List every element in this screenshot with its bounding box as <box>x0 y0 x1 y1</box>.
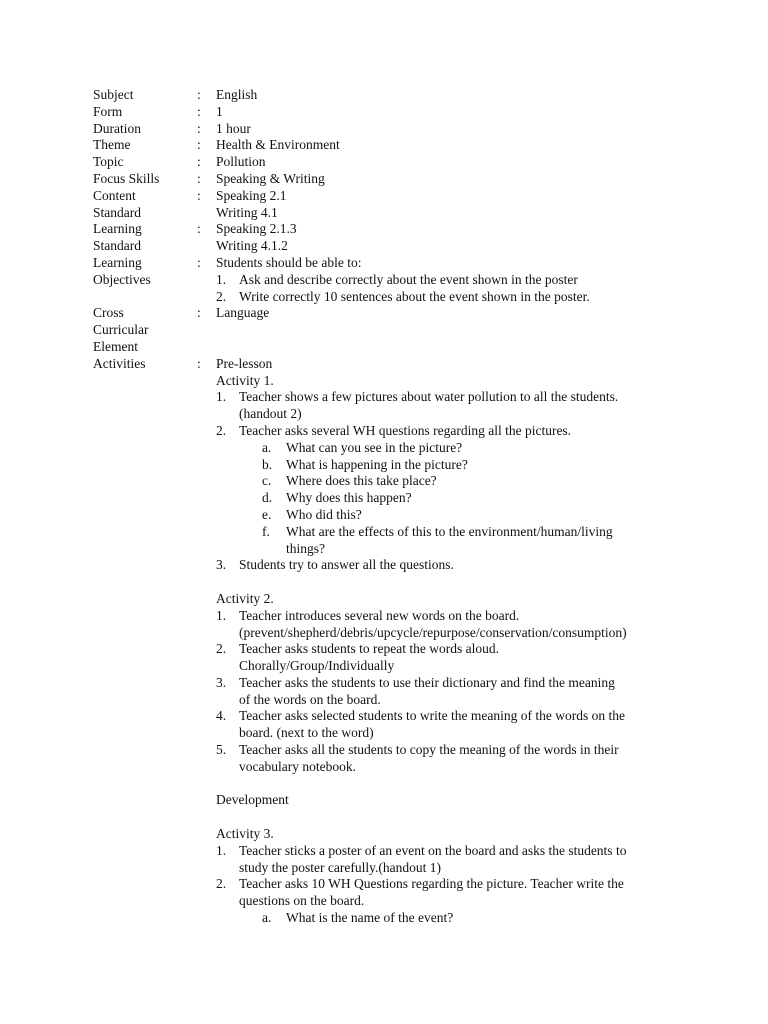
field-colon: : <box>197 305 201 321</box>
field-label: Content <box>93 187 136 203</box>
question-text: Why does this happen? <box>286 490 412 506</box>
question-text: Who did this? <box>286 506 362 522</box>
activity-1-title: Activity 1. <box>216 372 274 388</box>
list-text: Write correctly 10 sentences about the event shown in the poster. <box>239 288 590 304</box>
field-colon: : <box>197 170 201 186</box>
list-item-cont <box>0 893 768 910</box>
field-value: Speaking & Writing <box>216 170 325 186</box>
question-item <box>0 524 768 541</box>
row-learning <box>0 221 768 238</box>
list-number: 4. <box>216 708 227 724</box>
question-text: things? <box>286 540 325 556</box>
list-text: questions on the board. <box>239 893 365 909</box>
field-label: Topic <box>93 154 124 170</box>
field-colon: : <box>197 137 201 153</box>
row-learning-objectives <box>0 255 768 272</box>
activity-title <box>0 826 768 843</box>
development-heading: Development <box>216 792 289 808</box>
list-item-cont <box>0 692 768 709</box>
field-label: Standard <box>93 204 141 220</box>
list-item-cont <box>0 658 768 675</box>
question-item <box>0 457 768 474</box>
field-value: Students should be able to: <box>216 254 362 270</box>
activity-title <box>0 591 768 608</box>
field-value: English <box>216 87 258 102</box>
list-text: Students try to answer all the questions. <box>239 557 454 573</box>
objective-item <box>0 272 768 289</box>
question-text: What is happening in the picture? <box>286 456 468 472</box>
list-item-cont <box>0 759 768 776</box>
list-number: 2. <box>216 422 227 438</box>
field-label: Objectives <box>93 271 151 287</box>
field-value: Writing 4.1.2 <box>216 238 288 254</box>
list-text: Teacher asks several WH questions regarding all the pictures. <box>239 422 572 438</box>
list-item <box>0 843 768 860</box>
field-label: Learning <box>93 221 142 237</box>
row-theme <box>0 137 768 154</box>
list-text: vocabulary notebook. <box>239 758 356 774</box>
field-colon: : <box>197 103 201 119</box>
question-letter: a. <box>262 439 272 455</box>
list-number: 3. <box>216 557 227 573</box>
list-text: Teacher asks selected students to write the meaning of the words on the <box>239 708 625 724</box>
row-content <box>0 188 768 205</box>
field-value: Health & Environment <box>216 137 340 153</box>
list-number: 2. <box>216 288 227 304</box>
list-number: 1. <box>216 271 227 287</box>
row-cross-curricular <box>0 305 768 322</box>
list-number: 1. <box>216 607 227 623</box>
field-label: Focus Skills <box>93 170 160 186</box>
question-text: What can you see in the picture? <box>286 439 463 455</box>
field-label: Cross <box>93 305 124 321</box>
field-colon: : <box>197 87 201 102</box>
list-text: Teacher asks 10 WH Questions regarding the picture. Teacher write the <box>239 876 624 892</box>
field-label: Learning <box>93 254 142 270</box>
field-value: 1 <box>216 103 223 119</box>
objective-item <box>0 289 768 306</box>
field-value: Pollution <box>216 154 266 170</box>
list-text: Chorally/Group/Individually <box>239 658 395 674</box>
field-label: Duration <box>93 120 141 136</box>
list-number: 2. <box>216 876 227 892</box>
field-label: Standard <box>93 238 141 254</box>
blank-line <box>0 809 768 826</box>
section-heading <box>0 792 768 809</box>
list-text: of the words on the board. <box>239 691 381 707</box>
list-item-cont <box>0 406 768 423</box>
list-text: Teacher shows a few pictures about water pollution to all the students. <box>239 389 619 405</box>
field-value: Language <box>216 305 270 321</box>
list-text: Teacher asks all the students to copy the meaning of the words in their <box>239 742 619 758</box>
question-letter: c. <box>262 473 272 489</box>
row-focus-skills <box>0 171 768 188</box>
question-text: What are the effects of this to the environment/human/living <box>286 523 613 539</box>
activity-title <box>0 373 768 390</box>
field-label: Element <box>93 338 138 354</box>
list-item <box>0 675 768 692</box>
list-item <box>0 742 768 759</box>
list-number: 1. <box>216 389 227 405</box>
row-activities <box>0 356 768 373</box>
list-item <box>0 557 768 574</box>
list-number: 2. <box>216 641 227 657</box>
list-item-cont <box>0 625 768 642</box>
row-subject <box>0 87 768 104</box>
question-item <box>0 490 768 507</box>
question-item-cont <box>0 541 768 558</box>
question-text: Where does this take place? <box>286 473 437 489</box>
question-item <box>0 440 768 457</box>
list-number: 3. <box>216 674 227 690</box>
list-text: Teacher sticks a poster of an event on the board and asks the students to <box>239 842 627 858</box>
list-text: (handout 2) <box>239 406 302 422</box>
field-value: Writing 4.1 <box>216 204 278 220</box>
row-form <box>0 104 768 121</box>
field-label: Form <box>93 103 123 119</box>
list-item <box>0 608 768 625</box>
field-colon: : <box>197 355 201 371</box>
list-text: board. (next to the word) <box>239 725 374 741</box>
row-content-standard <box>0 205 768 222</box>
field-label: Curricular <box>93 322 149 338</box>
field-value: Speaking 2.1.3 <box>216 221 297 237</box>
field-colon: : <box>197 254 201 270</box>
activity-3-title: Activity 3. <box>216 826 274 842</box>
row-topic <box>0 154 768 171</box>
field-colon: : <box>197 221 201 237</box>
list-item-cont <box>0 860 768 877</box>
question-letter: f. <box>262 523 270 539</box>
question-letter: a. <box>262 910 272 926</box>
list-text: Teacher asks students to repeat the words aloud. <box>239 641 499 657</box>
field-label: Theme <box>93 137 131 153</box>
list-number: 5. <box>216 742 227 758</box>
question-item <box>0 910 768 927</box>
field-colon: : <box>197 187 201 203</box>
list-text: Teacher introduces several new words on the board. <box>239 607 520 623</box>
lesson-plan-document <box>0 87 768 927</box>
list-item <box>0 641 768 658</box>
question-letter: b. <box>262 456 273 472</box>
list-item <box>0 708 768 725</box>
row-cross-curricular-cont <box>0 322 768 339</box>
row-learning-standard <box>0 238 768 255</box>
question-item <box>0 473 768 490</box>
blank-line <box>0 574 768 591</box>
field-value: Speaking 2.1 <box>216 187 287 203</box>
list-number: 1. <box>216 842 227 858</box>
question-text: What is the name of the event? <box>286 910 454 926</box>
field-colon: : <box>197 120 201 136</box>
question-letter: e. <box>262 506 272 522</box>
section-heading: Pre-lesson <box>216 355 273 371</box>
question-item <box>0 507 768 524</box>
list-item <box>0 423 768 440</box>
list-text: study the poster carefully.(handout 1) <box>239 859 441 875</box>
list-text: (prevent/shepherd/debris/upcycle/repurpose/conservation/consumption) <box>239 624 627 640</box>
question-letter: d. <box>262 490 273 506</box>
field-value: 1 hour <box>216 120 251 136</box>
list-text: Teacher asks the students to use their dictionary and find the meaning <box>239 674 615 690</box>
list-item <box>0 876 768 893</box>
blank-line <box>0 776 768 793</box>
list-item-cont <box>0 725 768 742</box>
field-colon: : <box>197 154 201 170</box>
row-cross-curricular-cont <box>0 339 768 356</box>
activity-2-title: Activity 2. <box>216 590 274 606</box>
field-label: Subject <box>93 87 134 102</box>
list-text: Ask and describe correctly about the event shown in the poster <box>239 271 578 287</box>
list-item <box>0 389 768 406</box>
field-label: Activities <box>93 355 146 371</box>
row-duration <box>0 121 768 138</box>
